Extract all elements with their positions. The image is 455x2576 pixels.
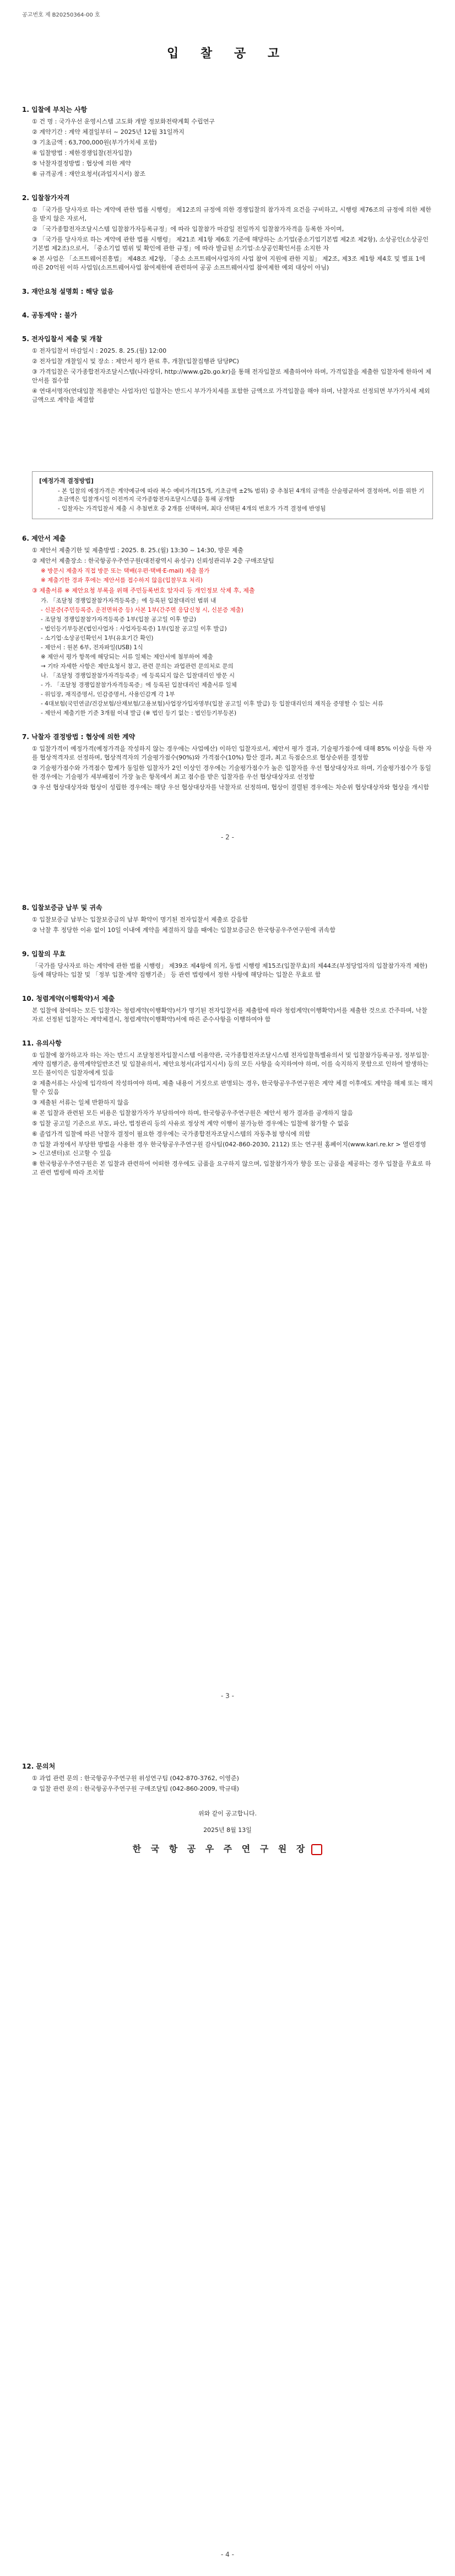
section-heading: 3. 재안요청 설명회 : 해당 없음 (22, 288, 114, 295)
section-heading: 8. 입찰보증금 납부 및 귀속 (22, 904, 102, 912)
document-title: 입 찰 공 고 (167, 47, 288, 61)
section-heading: 7. 낙찰자 결정방법 : 협상에 의한 계약 (22, 733, 136, 741)
section-heading: 10. 청렴계약(이행확약)서 제출 (22, 995, 115, 1003)
list-item: ③ 기초금액 : 63,700,000원(부가가치세 포함) (32, 139, 157, 146)
list-sub: → 기타 자세한 사항은 제안요청서 참고, 관련 문의는 과업관련 문의처로 문의 (41, 663, 234, 670)
list-item: ① 입찰보증금 납부는 입찰보증금의 납부 확약이 명기된 전자입찰서 제출로 갈음함 (32, 916, 248, 923)
list-item: ⑤ 낙찰자결정방법 : 협상에 의한 계약 (32, 160, 131, 167)
issuer-name: 한 국 항 공 우 주 연 구 원 장 (132, 1844, 308, 1854)
list-item: ② 계약기간 : 계약 체결일부터 ~ 2025년 12월 31일까지 (32, 128, 185, 136)
list-note: ※ 방문시 제출자 직접 방문 또는 택배(우편·택배·E-mail) 제출 불가 (41, 568, 210, 574)
list-item: ① 제안서 제출기한 및 제출방법 : 2025. 8. 25.(월) 13:30 ~ 14:30, 방문 제출 (32, 547, 243, 554)
section-heading: 4. 공동계약 : 불가 (22, 311, 77, 319)
section-heading: 2. 입찰참가자격 (22, 194, 70, 202)
section-6 (22, 533, 433, 718)
section-heading: 9. 입찰의 무효 (22, 950, 66, 958)
list-item: ③ 우선 협상대상자와 협상이 성립한 경우에는 해당 우선 협상대상자를 낙찰자로 선정하며, 협상이 결렬된 경우에는 차순위 협상대상자와 협상을 개시함 (32, 784, 429, 791)
list-note: ※ 제출기한 경과 후에는 제안서를 접수하지 않음(입찰무효 처리) (41, 577, 203, 584)
list-sub: - 제안서 제출기한 기준 3개월 이내 발급 (※ 법인 등기 없는 : 법인등기부등본) (41, 710, 237, 716)
section-7 (22, 732, 433, 792)
list-item: ④ 연대서명자(연대입찰 적용받는 사업자)인 입찰자는 반드시 부가가치세를 포함한 금액으로 가격입찰을 해야 하며, 낙찰자로 선정되면 부가가치세 제외 금액으로 계약을 체결함 (32, 387, 430, 403)
list-sub: - 신분증(주민등록증, 운전면허증 등) 사본 1부(간주면 응답신청 시, 신분증 제출) (41, 607, 243, 613)
page-2 (0, 859, 455, 1717)
page-number: - 4 - (221, 2551, 234, 2558)
list-item: ⑥ 규격공개 : 재안요청서(과업지시서) 참조 (32, 170, 146, 177)
section-8 (22, 903, 433, 935)
list-item: ① 입찰가격이 예정가격(예정가격을 작성하지 않는 경우에는 사업예산) 이하인 입찰자로서, 제안서 평가 결과, 기술평가점수에 대해 85% 이상을 득한 자를 협상적격자로 선정하며, 협상적격자의 기술평가점수(90%)와 가격점수(10%) 합산 결과, 최고 득점순으로 협상순위를 결정함 (32, 745, 432, 761)
notice-number: 공고번호 제 B20250364-00 호 (22, 12, 100, 18)
list-sub: - 4대보험(국민연금/건강보험/산재보험/고용보험)사업장가입자명부(입찰 공고일 이후 발급) 등 입찰대리인의 재직을 증명할 수 있는 서류 (41, 700, 383, 707)
list-item: ① 「국가를 당사자로 하는 계약에 관한 법률 시행령」 제12조의 규정에 의한 경쟁입찰의 참가자격 요건을 구비하고, 시행령 제76조의 규정에 의한 제한을 받지 않은 자로서, (32, 206, 431, 222)
list-sub: 나. 「조달청 경쟁입찰참가자격등록증」에 등록되지 않은 입찰대리인 방문 시 (41, 672, 235, 679)
list-item: ① 입찰에 참가하고자 하는 자는 반드시 조달청전자입찰시스템 이용약관, 국가종합전자조달시스템 전자입찰특별유의서 및 입찰참가등록규정, 정부입찰·계약 집행기준, 용역계약일반조건 및 입찰유의서, 제안요청서(과업지시서) 등의 모든 사항을 숙지하여야 하며, 이를 숙지하지 못함으로 인하여 발생하는 모든 불이익은 입찰자에게 있음 (32, 1052, 430, 1076)
list-item: ② 낙찰 후 정당한 이유 없이 10일 이내에 계약을 체결하지 않을 때에는 입찰보증금은 한국항공우주연구원에 귀속함 (32, 926, 335, 934)
page-number: - 3 - (221, 1692, 234, 1700)
section-3 (22, 287, 433, 296)
section-heading: 11. 유의사항 (22, 1039, 62, 1047)
list-item: ② 제안서 제출장소 : 한국항공우주연구원(대전광역시 유성구) 신뢰성관리부 2층 구매조달팀 (32, 557, 274, 564)
list-item: ④ 본 입찰과 관련된 모든 비용은 입찰참가자가 부담하여야 하며, 한국항공우주연구원은 제안서 평가 결과를 공개하지 않음 (32, 1109, 353, 1117)
section-5 (22, 334, 433, 519)
list-item: ② 전자입찰 개찰일시 및 장소 : 제안서 평가 완료 후, 개찰(입찰집행관 담당PC) (32, 358, 239, 365)
list-item: ③ 가격입찰은 국가종합전자조달시스템(나라장터, http://www.g2b.go.kr)을 통해 전자입찰로 제출하여야 하며, 가격입찰을 제출한 입찰자에 한하여 제안서를 접수함 (32, 368, 431, 384)
notice-date: 2025년 8월 13일 (203, 1826, 252, 1834)
list-item: ② 「국가종합전자조달시스템 입찰참가자등록규정」에 따라 입찰참가 마감일 전일까지 입찰참가자격을 등록한 자이며, (32, 225, 344, 233)
list-item: ③ 제출된 서류는 일체 반환하지 않음 (32, 1099, 129, 1106)
closing-text: 위와 같이 공고합니다. (198, 1810, 257, 1817)
section-text: 「국가를 당사자로 하는 계약에 관한 법률 시행령」 제39조 제4항에 의거, 동법 시행령 제15조(입찰무효)의 제44조(부정당업자의 입찰참가자격 제한) 등에 해당하는 입찰 및 「정부 입찰·계약 집행기준」 등 관련 법령에서 정한 사항에 해당하는 입찰은 무효로 함 (32, 962, 427, 978)
page-number: - 2 - (221, 833, 234, 841)
list-sub: - 법인등기부등본(법인사업자 : 사업자등록증) 1부(입찰 공고일 이후 발급) (41, 626, 227, 632)
box-heading: [예정가격 결정방법] (39, 477, 94, 484)
list-item: ② 제출서류는 사실에 입각하여 작성하여야 하며, 제출 내용이 거짓으로 판명되는 경우, 한국항공우주연구원은 계약 체결 이후에도 계약을 해제 또는 해지할 수 있음 (32, 1080, 433, 1096)
section-11 (22, 1038, 433, 1177)
spacer (22, 406, 433, 467)
list-item: ③ 「국가를 당사자로 하는 계약에 관한 법률 시행령」 제21조 제1항 제6호 기준에 해당하는 소기업(중소기업기본법 제2조 제2항), 소상공인(소상공인기본법 제2조)으로서, 「중소기업 범위 및 확인에 관한 규정」에 따라 발급된 소기업·소상공인확인서를 소지한 자 (32, 236, 429, 252)
section-12 (22, 1761, 433, 1793)
list-item: ① 전자입찰서 마감일시 : 2025. 8. 25.(월) 12:00 (32, 347, 167, 354)
seal-stamp-icon (311, 1844, 322, 1855)
box-line: - 입찰자는 가격입찰서 제출 시 추첨번호 중 2개를 선택하며, 최다 선택된 4개의 번호가 가격 결정에 반영됨 (58, 505, 326, 512)
section-1 (22, 105, 433, 179)
list-sub: - 제안서 : 원본 6부, 전자파일(USB) 1식 (41, 644, 143, 651)
list-sub: - 위임장, 재직증명서, 인감증명서, 사용인감계 각 1부 (41, 691, 175, 698)
list-item: ⑤ 입찰 공고일 기준으로 부도, 파산, 법정관리 등의 사유로 정상적 계약 이행이 불가능한 경우에는 입찰에 참가할 수 없음 (32, 1120, 349, 1127)
list-item: ⑦ 입찰 과정에서 부당한 방법을 사용한 경우 한국항공우주연구원 감사팀(042-860-2030, 2112) 또는 연구원 홈페이지(www.kari.re.kr > 열린경영 > 신고센터)로 신고할 수 있음 (32, 1141, 426, 1157)
section-4 (22, 310, 433, 320)
section-heading: 6. 제안서 제출 (22, 535, 66, 542)
section-2 (22, 193, 433, 272)
issuer-signature (22, 1842, 433, 1855)
page-3 (0, 1717, 455, 2576)
list-sub: - 조달청 경쟁입찰참가자격등록증 1부(입찰 공고일 이후 발급) (41, 616, 197, 623)
list-sub: - 가. 「조달청 경쟁입찰참가자격등록증」에 등록된 입찰대리인 제출서류 일체 (41, 682, 237, 688)
body-page-3 (22, 1761, 433, 1855)
section-heading: 5. 전자입찰서 제출 및 개찰 (22, 335, 102, 343)
list-item: ① 과업 관련 문의 : 한국항공우주연구원 위성연구팀 (042-870-3762, 이영준) (32, 1775, 239, 1782)
box-line: - 본 입찰의 예정가격은 계약예규에 따라 복수 예비가격(15개, 기초금액 ±2% 범위) 중 추첨된 4개의 금액을 산술평균하여 결정하며, 이를 위한 기초금액은 입찰개시일 이전까지 국가종합전자조달시스템을 통해 공개함 (58, 488, 425, 503)
list-sub: ※ 제안서 평가 항목에 해당되는 서류 일체는 제안서에 첨부하여 제출 (41, 654, 213, 660)
page-1 (0, 0, 455, 859)
list-sub: - 소기업·소상공인확인서 1부(유효기간 확인) (41, 635, 154, 642)
list-item: ※ 본 사업은 「소프트웨어진흥법」 제48조 제2항, 「중소 소프트웨어사업자의 사업 참여 지원에 관한 지침」 제2조, 제3조 제1항 제4호 및 별표 1에 따른 20억원 이하 사업임(소프트웨어사업 참여제한에 관련하여 공공 소프트웨어사업 참여제한 예외 대상이 아님) (32, 255, 425, 271)
section-heading: 1. 입찰에 부치는 사항 (22, 106, 88, 114)
list-sub: 가. 「조달청 경쟁입찰참가자격등록증」에 등록된 입찰대리인 범위 내 (41, 597, 216, 604)
section-10 (22, 994, 433, 1024)
list-item: ④ 입찰방법 : 제한경쟁입찰(전자입찰) (32, 149, 132, 157)
list-item: ② 기술평가점수와 가격점수 합계가 동일한 입찰자가 2인 이상인 경우에는 기술평가점수가 높은 입찰자를 우선 협상대상자로 하며, 기술평가점수가 동일한 경우에는 기술평가 세부배점이 가장 높은 항목에서 최고 점수를 받은 입찰자를 우선 협상대상자로 선정함 (32, 764, 431, 780)
list-item: ③ 제출서류 ※ 제안요청 부록을 위해 주민등록번호 앞자리 등 개인정보 삭제 후, 제출 (32, 587, 255, 594)
body-page-1 (22, 105, 433, 806)
section-text: 본 입찰에 참여하는 모든 입찰자는 청렴계약(이행확약)서가 명기된 전자입찰서를 제출함에 따라 청렴계약(이행확약)서를 제출한 것으로 간주하며, 낙찰자로 선정된 입찰자는 계약체결시, 청렴계약(이행확약)서에 따른 준수사항을 이행하여야 함 (32, 1007, 427, 1023)
body-page-2 (22, 903, 433, 1192)
section-heading: 12. 문의처 (22, 1763, 56, 1770)
list-item: ⑥ 졸업가격 입찰에 따른 낙찰자 결정이 필요한 경우에는 국가종합전자조달시스템의 자동추첨 방식에 의함 (32, 1130, 311, 1138)
list-item: ⑧ 한국항공우주연구원은 본 입찰과 관련하여 어떠한 경우에도 금품을 요구하지 않으며, 입찰참가자가 향응 또는 금품을 제공하는 경우 입찰을 무효로 하고 관련 법령에 따라 조치함 (32, 1160, 431, 1176)
list-item: ① 건 명 : 국가우선 운영시스템 고도화 개발 정보화전략계획 수립연구 (32, 118, 215, 125)
list-item: ② 입찰 관련 문의 : 한국항공우주연구원 구매조달팀 (042-860-2009, 박규태) (32, 1785, 239, 1792)
section-9 (22, 949, 433, 979)
price-method-box (32, 471, 433, 519)
